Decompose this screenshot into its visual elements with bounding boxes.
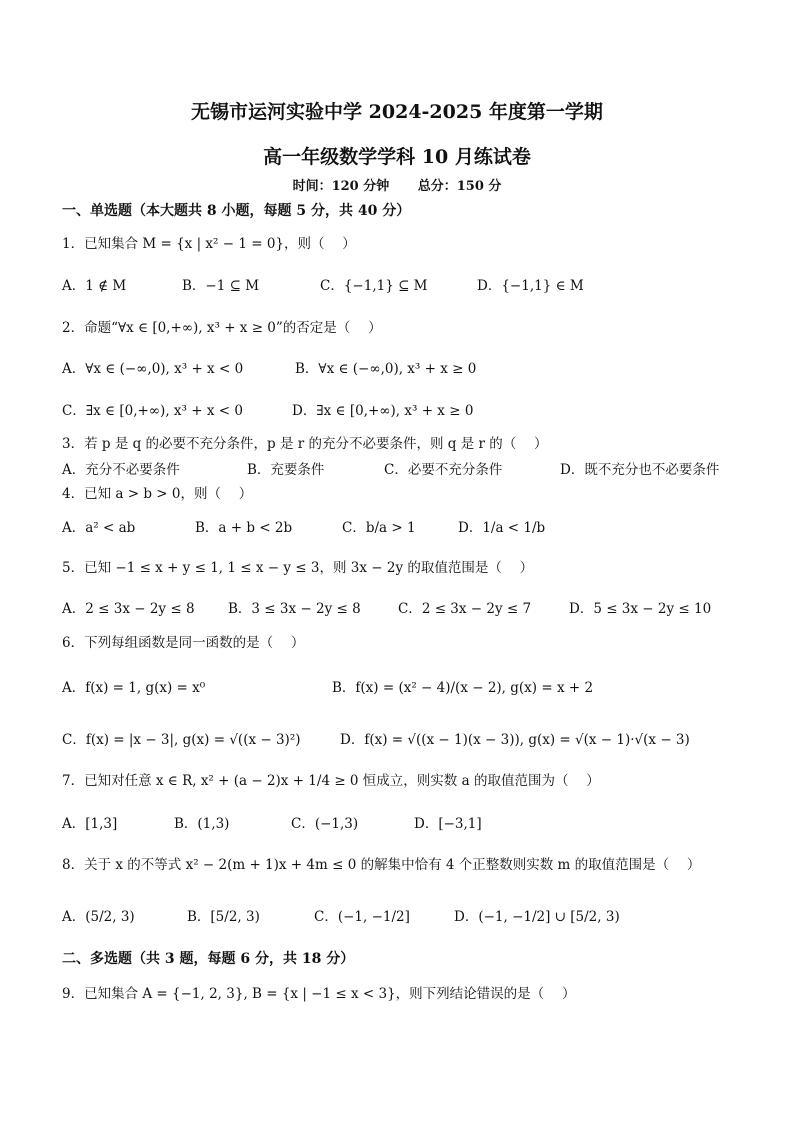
option-b: B．充要条件 <box>247 462 325 478</box>
option-b: B．[5/2, 3) <box>187 909 260 925</box>
question-6-stem: 6．下列每组函数是同一函数的是（ ） <box>62 635 305 651</box>
question-8-stem: 8．关于 x 的不等式 x² − 2(m + 1)x + 4m ≤ 0 的解集中恰有 4 个正整数则实数 m 的取值范围是（ ） <box>62 857 701 873</box>
option-d: D．1/a < 1/b <box>458 520 546 536</box>
option-a: A．∀x ∈ (−∞,0), x³ + x < 0 <box>62 361 244 377</box>
option-a: A．[1,3] <box>62 816 118 832</box>
option-c: C．2 ≤ 3x − 2y ≤ 7 <box>398 601 532 617</box>
option-c: C．必要不充分条件 <box>384 462 503 478</box>
option-c: C．f(x) = |x − 3|, g(x) = √((x − 3)²) <box>62 732 301 748</box>
option-a: A．2 ≤ 3x − 2y ≤ 8 <box>62 601 195 617</box>
question-7-stem: 7．已知对任意 x ∈ R, x² + (a − 2)x + 1/4 ≥ 0 恒成立，则实数 a 的取值范围为（ ） <box>62 773 600 789</box>
option-d: D．{−1,1} ∈ M <box>477 278 584 294</box>
option-b: B．−1 ⊆ M <box>182 278 260 294</box>
option-c: C．(−1, −1/2] <box>314 909 410 925</box>
question-5-stem: 5．已知 −1 ≤ x + y ≤ 1, 1 ≤ x − y ≤ 3，则 3x − 2y 的取值范围是（ ） <box>62 560 534 576</box>
option-d: D．f(x) = √((x − 1)(x − 3)), g(x) = √(x − 1)·√(x − 3) <box>340 732 690 748</box>
option-b: B．f(x) = (x² − 4)/(x − 2), g(x) = x + 2 <box>332 680 594 696</box>
option-b: B．3 ≤ 3x − 2y ≤ 8 <box>228 601 361 617</box>
question-4-stem: 4．已知 a > b > 0，则（ ） <box>62 486 253 502</box>
question-3-stem: 3．若 p 是 q 的必要不充分条件，p 是 r 的充分不必要条件，则 q 是 r 的（ ） <box>62 436 548 452</box>
option-b: B．∀x ∈ (−∞,0), x³ + x ≥ 0 <box>295 361 477 377</box>
option-d: D．∃x ∈ [0,+∞), x³ + x ≥ 0 <box>292 403 474 419</box>
option-a: A．充分不必要条件 <box>62 462 180 478</box>
option-c: C．(−1,3) <box>291 816 359 832</box>
option-a: A．1 ∉ M <box>62 278 127 294</box>
option-b: B．(1,3) <box>174 816 230 832</box>
question-9-stem: 9．已知集合 A = {−1, 2, 3}, B = {x | −1 ≤ x < 3}，则下列结论错误的是（ ） <box>62 986 576 1002</box>
option-b: B．a + b < 2b <box>195 520 293 536</box>
option-c: C．{−1,1} ⊆ M <box>320 278 428 294</box>
option-d: D．[−3,1] <box>414 816 482 832</box>
exam-title-line2: 高一年级数学学科 10 月练试卷 <box>263 146 531 168</box>
option-d: D．既不充分也不必要条件 <box>560 462 720 478</box>
option-c: C．b/a > 1 <box>342 520 416 536</box>
option-d: D．(−1, −1/2] ∪ [5/2, 3) <box>454 909 620 925</box>
option-a: A．(5/2, 3) <box>62 909 135 925</box>
option-a: A．f(x) = 1, g(x) = x⁰ <box>62 680 206 696</box>
section-multiple-choice: 二、多选题（共 3 题，每题 6 分，共 18 分） <box>62 951 355 967</box>
option-d: D．5 ≤ 3x − 2y ≤ 10 <box>569 601 712 617</box>
option-a: A．a² < ab <box>62 520 136 536</box>
question-1-stem: 1．已知集合 M = {x | x² − 1 = 0}，则（ ） <box>62 236 356 252</box>
exam-time: 时间：120 分钟 <box>292 179 390 194</box>
question-2-stem: 2．命题“∀x ∈ [0,+∞), x³ + x ≥ 0”的否定是（ ） <box>62 320 382 336</box>
option-c: C．∃x ∈ [0,+∞), x³ + x < 0 <box>62 403 243 419</box>
exam-score: 总分：150 分 <box>417 179 502 194</box>
section-single-choice: 一、单选题（本大题共 8 小题，每题 5 分，共 40 分） <box>62 203 411 219</box>
exam-title-line1: 无锡市运河实验中学 2024-2025 年度第一学期 <box>191 101 603 123</box>
exam-meta <box>0 175 794 194</box>
